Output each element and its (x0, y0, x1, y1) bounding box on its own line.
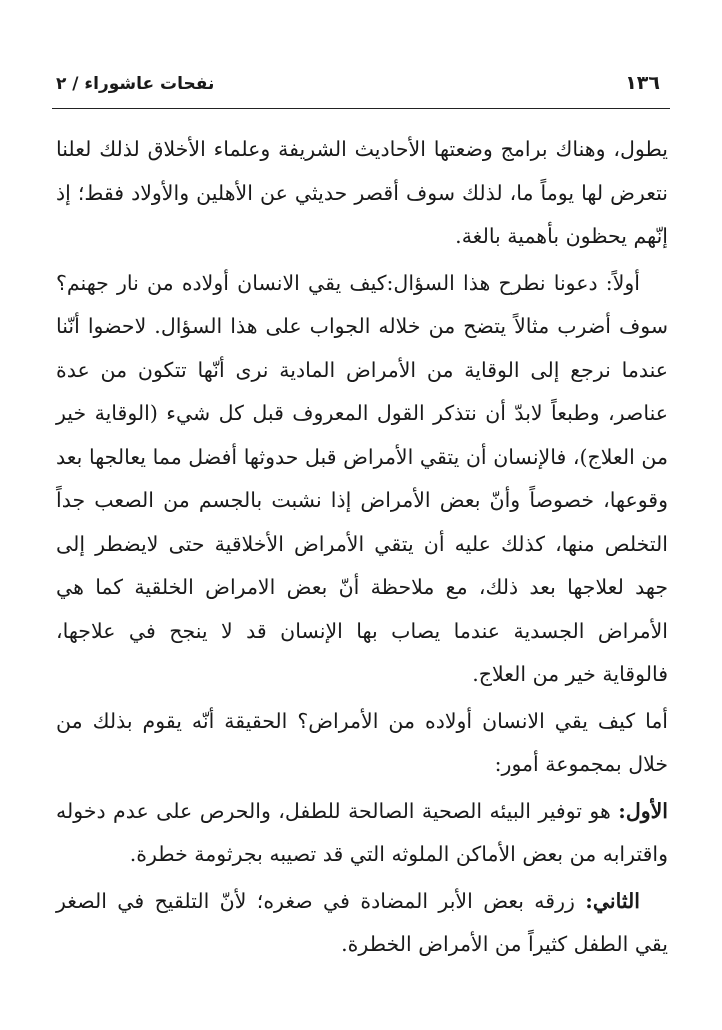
paragraph (56, 790, 668, 877)
paragraph (56, 700, 668, 787)
body-text (56, 128, 668, 970)
paragraph-text: زرقه بعض الأبر المضادة في صغره؛ لأنّ التلقيح في الصغر يقي الطفل كثيراً من الأمراض الخطرة. (56, 888, 668, 956)
page-header (52, 68, 668, 104)
paragraph-text: هو توفير البيئه الصحية الصالحة للطفل، والحرص على عدم دخوله واقترابه من بعض الأماكن الملوثه التي قد تصيبه بجرثومة خطرة. (56, 798, 668, 866)
paragraph-lead: الأول: (618, 798, 668, 823)
header-rule (52, 108, 670, 109)
paragraph-text: أولاً: دعونا نطرح هذا السؤال:كيف يقي الانسان أولاده من نار جهنم؟ سوف أضرب مثالاً يتضح من خلاله الجواب على هذا السؤال. لاحضوا أنّنا عندما نرجع إلى الوقاية من الأمراض المادية نرى أنّها تتكون من عدة عناصر، وطبعاً لابدّ أن نتذكر القول المعروف قبل كل شيء (الوقاية خير من العلاج)، فالإنسان أن يتقي الأمراض قبل حدوثها أفضل مما يعالجها بعد وقوعها، خصوصاً وأنّ بعض الأمراض إذا نشبت بالجسم من الصعب جداً التخلص منها، كذلك عليه أن يتقي الأمراض الأخلاقية حتى لايضطر إلى جهد لعلاجها بعد ذلك، مع ملاحظة أنّ بعض الامراض الخلقية كما هي الأمراض الجسدية عندما يصاب بها الإنسان قد لا ينجح في علاجها، فالوقاية خير من العلاج. (56, 270, 668, 686)
page-number: ١٣٦ (625, 72, 660, 94)
paragraph-text: يطول، وهناك برامج وضعتها الأحاديث الشريفة وعلماء الأخلاق لذلك لعلنا نتعرض لها يوماً ما، لذلك سوف أقصر حديثي عن الأهلين والأولاد فقط؛ إذ إنّهم يحظون بأهمية بالغة. (56, 137, 668, 248)
paragraph-text: أما كيف يقي الانسان أولاده من الأمراض؟ الحقيقة أنّه يقوم بذلك من خلال بمجموعة أمور: (56, 708, 668, 776)
running-title: نفحات عاشوراء / ٢ (56, 74, 215, 94)
paragraph (56, 262, 668, 697)
paragraph (56, 880, 668, 967)
paragraph-lead: الثاني: (585, 888, 640, 913)
paragraph (56, 128, 668, 259)
